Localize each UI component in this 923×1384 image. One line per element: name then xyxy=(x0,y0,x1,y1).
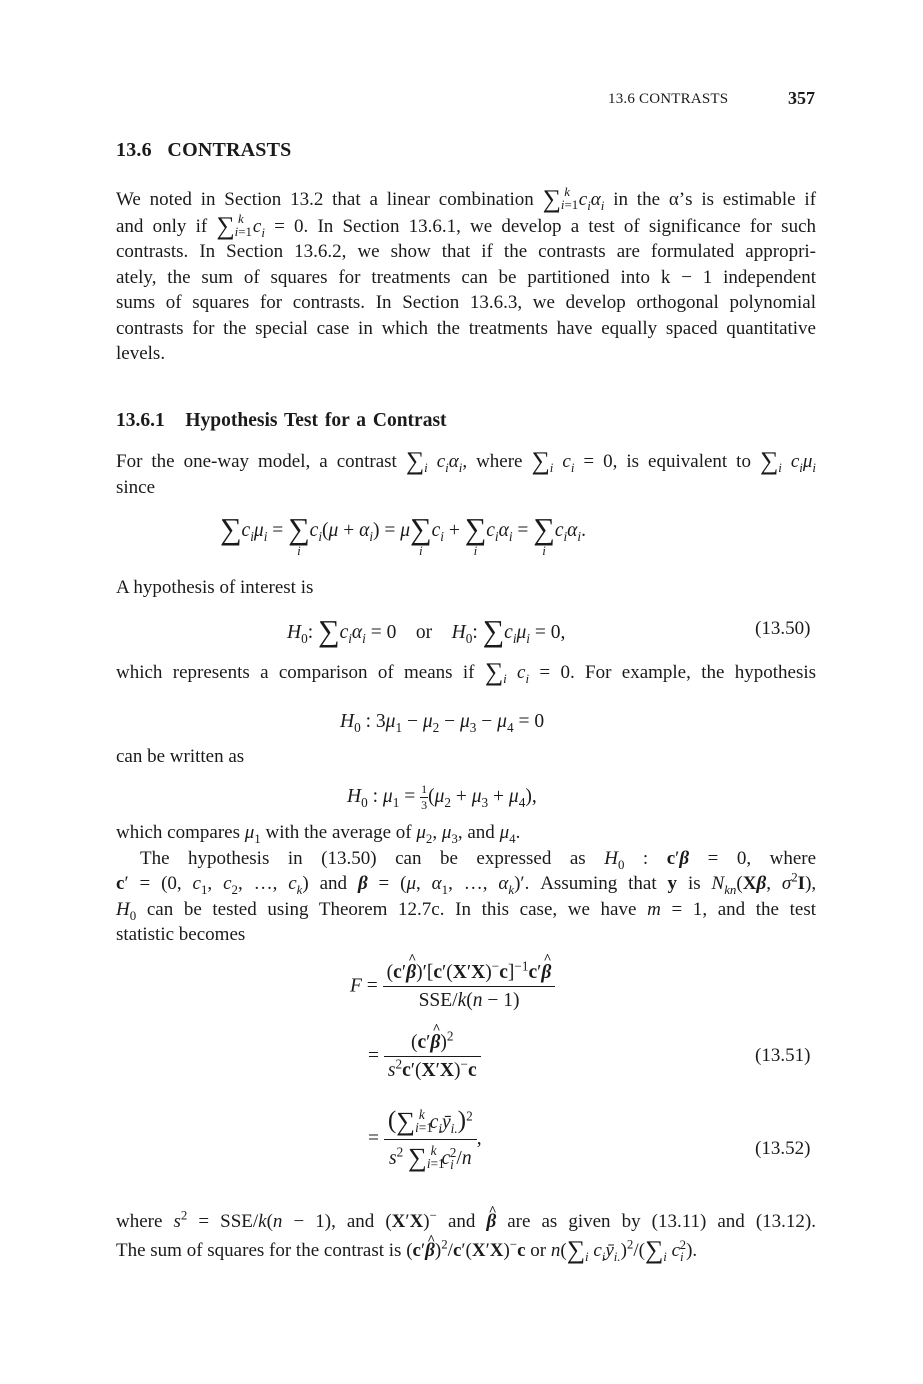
f-statistic-line-2: = $\frac{(c'\^{} \beta)^2}{s^2c'(X'X)^-c}$ xyxy=(368,1032,481,1082)
running-header-section: 13.6 CONTRASTS xyxy=(608,91,729,107)
contrast-line-1: For the one-way model, a contrast $\sum_i$ $c_i\alpha_i$, where $\sum_i$ $c_i = 0$, is equivalent to $\sum_i$ $c_i\mu_i$ xyxy=(116,446,817,475)
f-statistic-line-1: F = $\frac{(c'\^{} \beta)'[c'(X'X)^-c]^{-1}c'\^{} \beta}{\text{SSE/k(n − 1)}}$ xyxy=(350,962,555,1012)
intro-line-6: contrasts for the special case in which the treatments have equally spaced quantitative xyxy=(116,317,816,339)
equation-number-13-52: (13.52) xyxy=(755,1138,811,1159)
sum-identity-equation: $\sum c_i\mu_i$ = ∑ i $c_i(\mu + \alpha_i) = \mu\sum$ i $c_i$ + ∑ i $c_i\alpha_i$ = ∑ i $c_i\alpha_i$. xyxy=(220,512,586,558)
rewrite-text: can be written as xyxy=(116,746,245,767)
subsection-title: Hypothesis Test for a Contrast xyxy=(185,410,447,431)
hypothesis-intro: A hypothesis of interest is xyxy=(116,577,314,598)
intro-line-1: We noted in Section 13.2 that a linear combination $\sum_{i=1}^k$ $c_i\alpha_i$ in the α’s is estimable if xyxy=(116,184,817,213)
intro-line-4: ately, the sum of squares for treatments can be partitioned into k − 1 independent xyxy=(116,266,816,288)
subsection-number: 13.6.1 xyxy=(116,410,165,431)
closing-paragraph: where $s^2 = SSE/k(n - 1)$, and (X′X)− and ^ β are as given by (13.11) and (13.12). The sum of squares for the contrast is (c′^ β)$^2$/c′(X′X)−c or $n(\sum_i$ $c_iȳ_{i.})^2/(\sum_i$ $c_i^2$). xyxy=(116,1208,816,1265)
intro-line-3: contrasts. In Section 13.6.2, we show that if the contrasts are formulated appropri- xyxy=(116,241,816,262)
section-heading xyxy=(116,139,291,162)
section-title: CONTRASTS xyxy=(167,139,292,161)
equation-number-13-51: (13.51) xyxy=(755,1045,811,1066)
page-number: 357 xyxy=(788,88,815,108)
equation-number-13-50: (13.50) xyxy=(755,618,811,639)
subsection-heading xyxy=(116,410,447,432)
test-paragraph: which compares $\mu_1$ with the average of $\mu_2$, $\mu_3$, and $\mu_4$. The hypothesis in (13.50) can be expressed as $H_0$ : c′β = 0, where c′ = (0, $c_1$, $c_2$, …, $c_k$) and β = (μ, $\alpha_1$, …, $\alpha_k)'$. Assuming that y is $N_{kn}(X\beta$, $\sigma^2I$), $H_0$ can be tested using Theorem 12.7c. In this case, we have m = 1, and the test statistic becomes xyxy=(116,822,817,945)
contrast-line-2: since xyxy=(116,476,156,498)
example-hypothesis-equation: $H_0$ : $3\mu_1 - \mu_2 - \mu_3 - \mu_4 = 0$ xyxy=(340,711,545,735)
intro-paragraph xyxy=(116,186,816,367)
comparison-paragraph: which represents a comparison of means if $\sum_i$ $c_i = 0$. For example, the hypothesis xyxy=(116,657,817,686)
intro-line-2: and only if $\sum_{i=1}^k$ $c_i = 0$. In Section 13.6.1, we develop a test of significance for such xyxy=(116,210,817,240)
section-number: 13.6 xyxy=(116,139,152,161)
f-statistic-line-3: = $\frac{(\sum_{i=1}^k c_iȳ_{i.})^2}{s^2 \sum_{i=1}^k c_i^2/n}$ , xyxy=(368,1106,482,1172)
intro-line-7: levels. xyxy=(116,343,166,364)
average-hypothesis-equation: $H_0$ : $\mu_1$ = $\frac{1}{3}$ $(\mu_2 + \mu_3 + \mu_4)$, xyxy=(347,782,537,812)
intro-line-5: sums of squares for contrasts. In Section 13.6.3, we develop orthogonal polynomial xyxy=(116,292,816,313)
hypothesis-equation: $H_0$: $\sum c_i\alpha_i = 0$ or $H_0$: $\sum c_i\mu_i = 0$, xyxy=(287,614,566,648)
contrast-paragraph xyxy=(116,448,816,500)
